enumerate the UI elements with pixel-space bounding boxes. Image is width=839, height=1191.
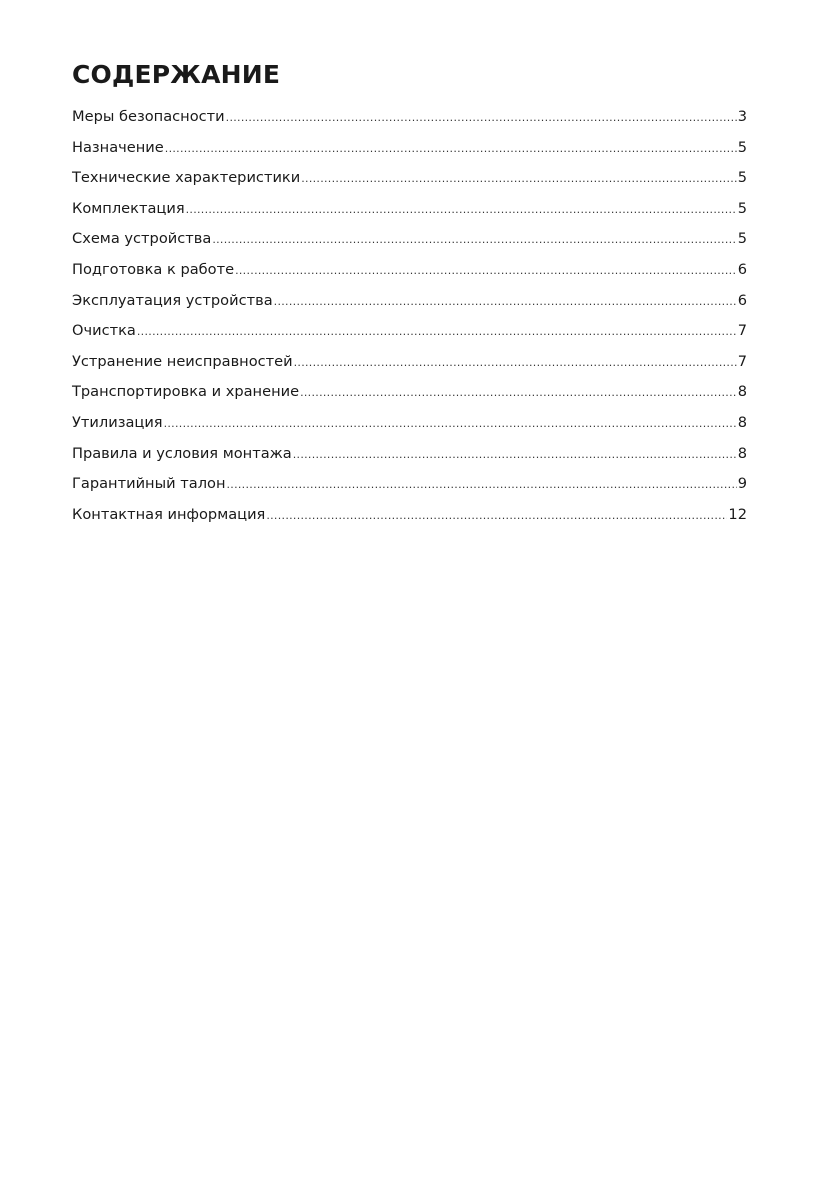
dot-leader	[137, 326, 737, 337]
toc-entry-label: Комплектация	[72, 199, 185, 217]
toc-entry-label: Транспортировка и хранение	[72, 383, 300, 401]
toc-entry-page: 7	[737, 322, 747, 340]
toc-entry-page: 3	[737, 108, 747, 125]
toc-entry[interactable]	[72, 138, 747, 169]
toc-entry[interactable]	[72, 382, 747, 413]
toc-entry-page: 8	[737, 413, 747, 431]
dot-leader	[300, 387, 737, 398]
toc-entry-label: Гарантийный талон	[72, 475, 226, 493]
toc-entry-label: Утилизация	[72, 413, 163, 431]
toc-entry-label: Контактная информация	[72, 505, 266, 523]
dot-leader	[266, 510, 727, 521]
toc-entry-page: 5	[737, 199, 747, 217]
toc-entry[interactable]	[72, 107, 747, 138]
dot-leader	[226, 112, 737, 123]
toc-entry[interactable]	[72, 413, 747, 444]
toc-entry-page: 12	[728, 505, 747, 523]
toc-entry-label: Очистка	[72, 322, 136, 340]
toc-entry-page: 8	[737, 444, 747, 462]
page-title: СОДЕРЖАНИЕ	[72, 60, 281, 89]
toc-entry-page: 6	[737, 291, 747, 309]
toc-entry-page: 5	[737, 138, 747, 156]
toc-entry[interactable]	[72, 199, 747, 230]
toc-entry-label: Подготовка к работе	[72, 260, 235, 278]
toc-entry-label: Назначение	[72, 138, 164, 156]
toc-entry-page: 8	[737, 383, 747, 401]
toc-entry-page: 9	[737, 475, 747, 493]
toc-entry[interactable]	[72, 291, 747, 322]
toc-entry[interactable]	[72, 352, 747, 383]
dot-leader	[293, 449, 737, 460]
toc-entry-label: Правила и условия монтажа	[72, 444, 292, 462]
dot-leader	[301, 173, 736, 184]
dot-leader	[235, 265, 737, 276]
toc-entry-label: Эксплуатация устройства	[72, 291, 273, 309]
dot-leader	[294, 357, 737, 368]
toc-entry-label: Схема устройства	[72, 230, 212, 248]
table-of-contents	[72, 107, 747, 535]
dot-leader	[165, 143, 737, 154]
dot-leader	[212, 234, 736, 245]
toc-entry[interactable]	[72, 474, 747, 505]
toc-entry-page: 5	[737, 169, 747, 187]
dot-leader	[186, 204, 737, 215]
dot-leader	[227, 479, 737, 490]
dot-leader	[164, 418, 737, 429]
toc-entry[interactable]	[72, 444, 747, 475]
toc-entry-label: Меры безопасности	[72, 108, 225, 125]
toc-entry-page: 5	[737, 230, 747, 248]
toc-entry-label: Технические характеристики	[72, 169, 301, 187]
toc-entry-page: 6	[737, 260, 747, 278]
toc-entry-label: Устранение неисправностей	[72, 352, 293, 370]
toc-entry[interactable]	[72, 321, 747, 352]
toc-entry[interactable]	[72, 260, 747, 291]
toc-entry[interactable]	[72, 505, 747, 536]
dot-leader	[274, 296, 737, 307]
toc-entry[interactable]	[72, 229, 747, 260]
toc-entry-page: 7	[737, 352, 747, 370]
toc-entry[interactable]	[72, 168, 747, 199]
